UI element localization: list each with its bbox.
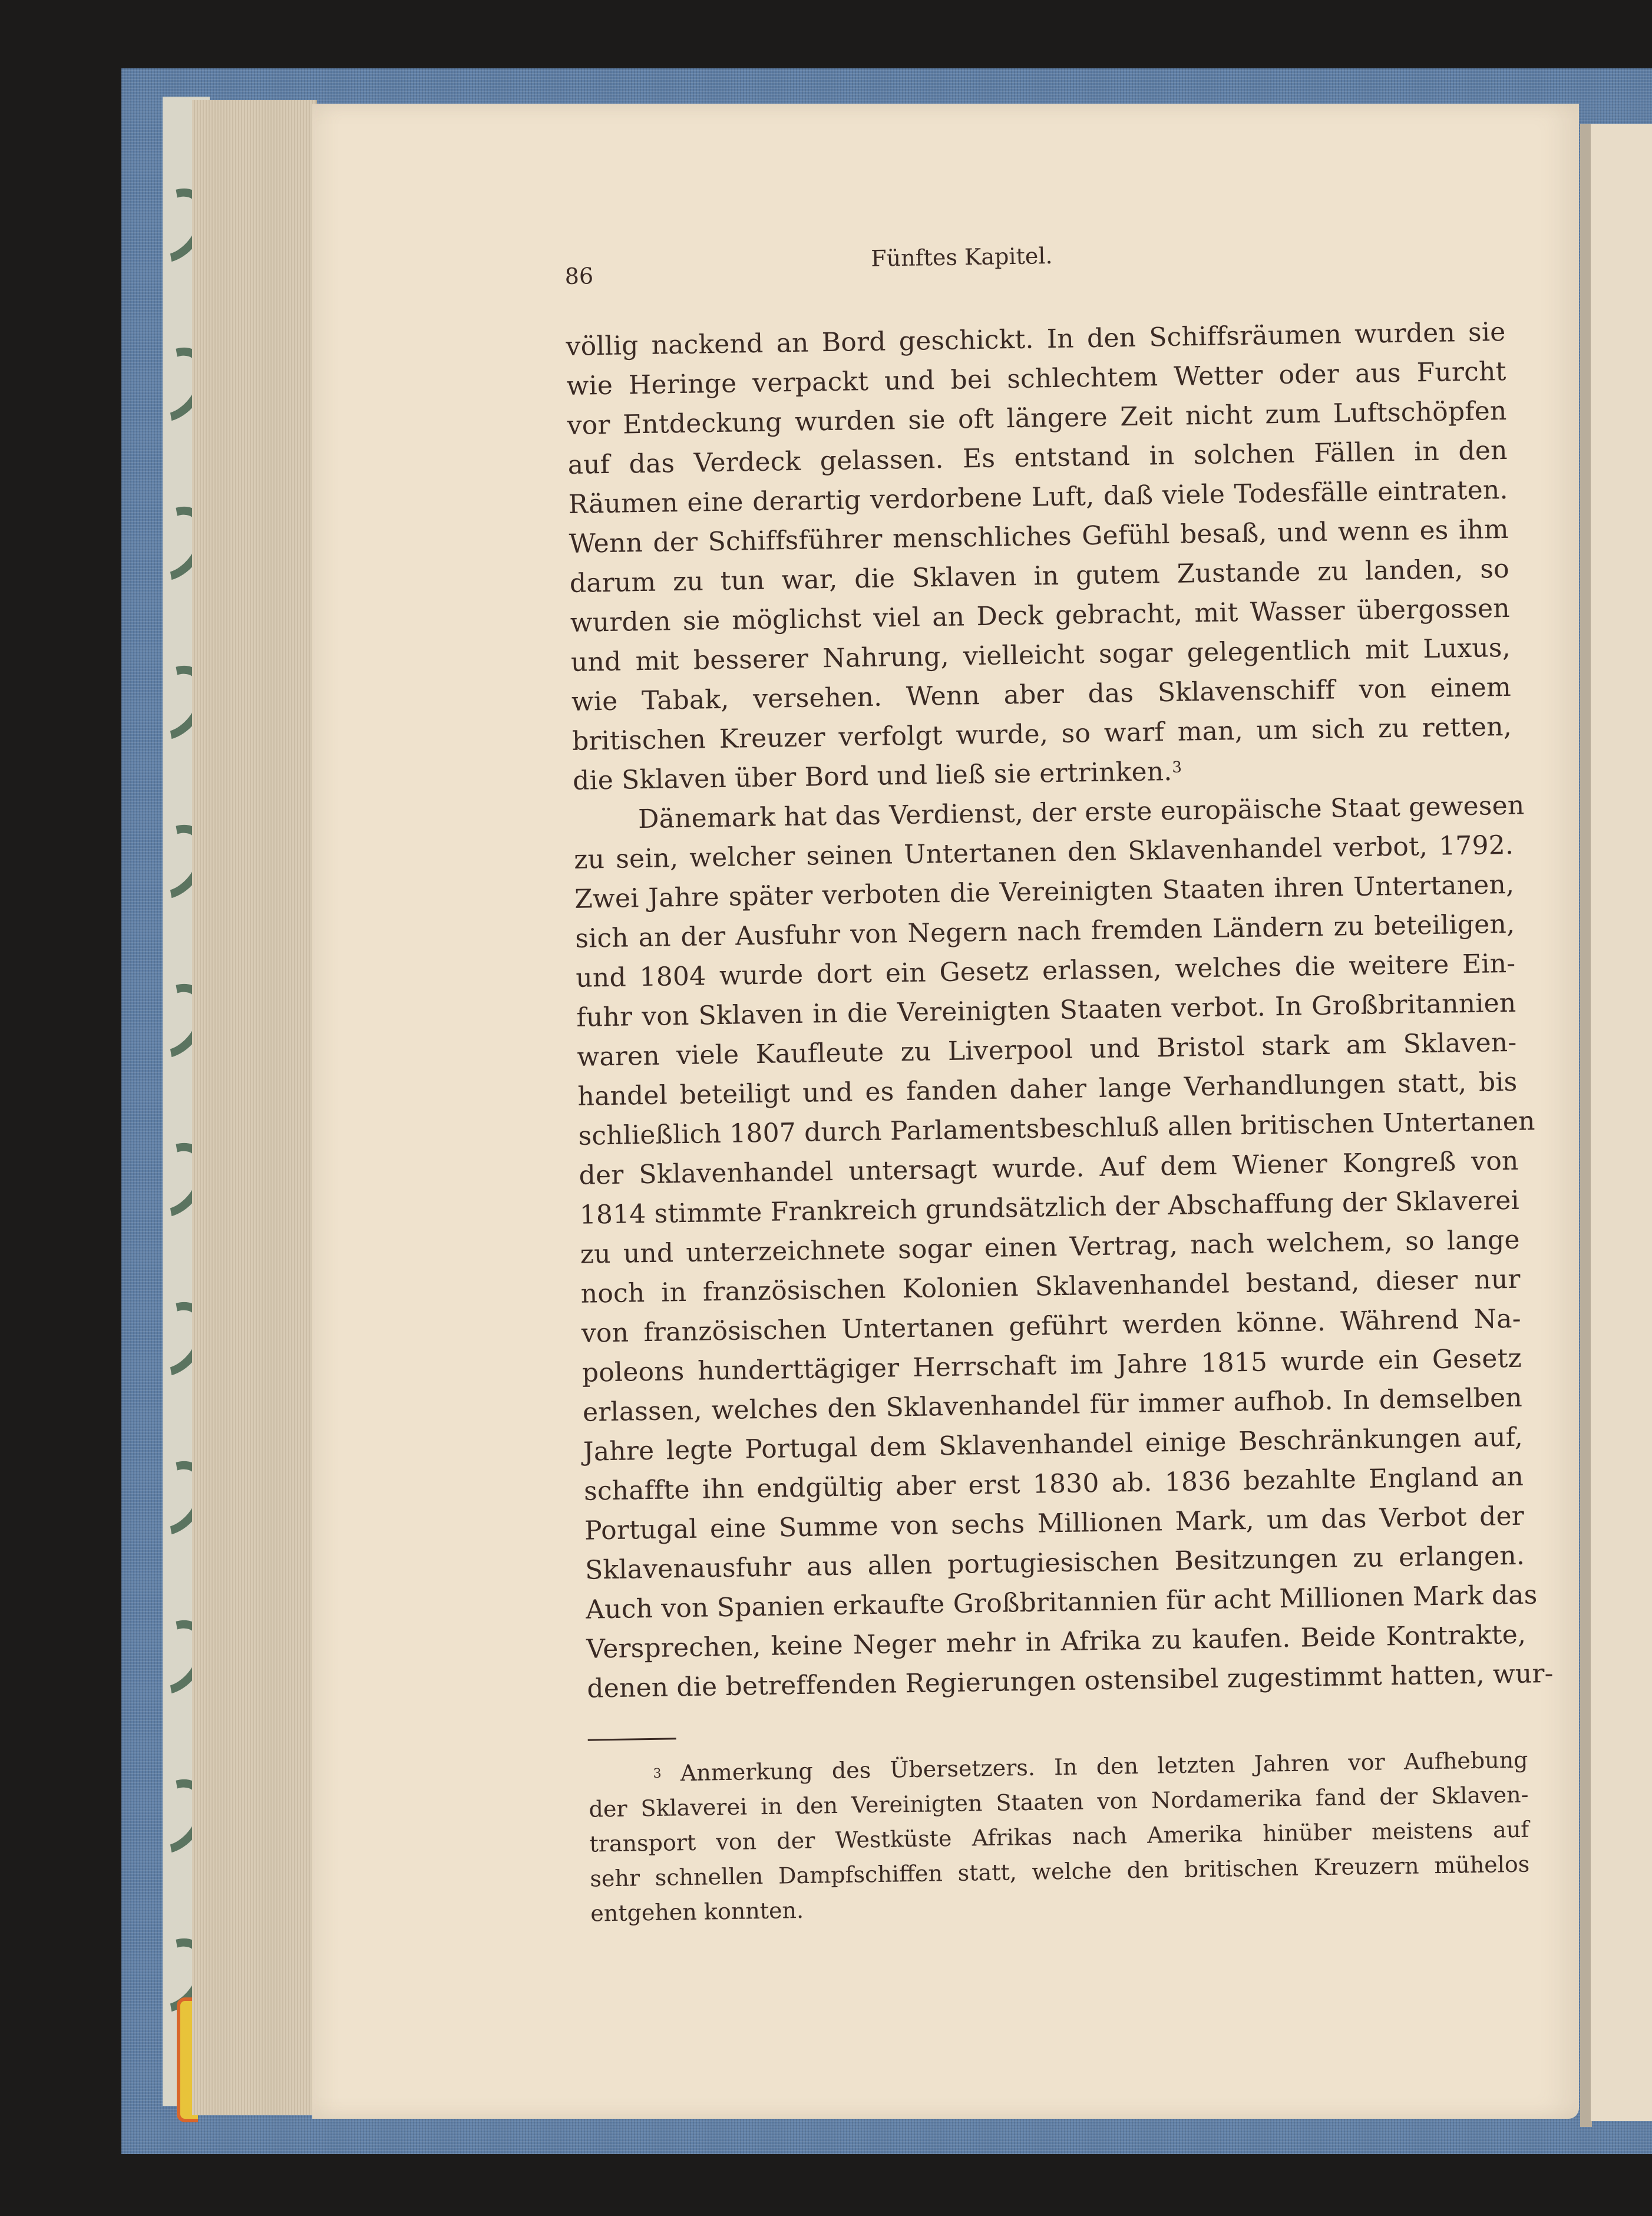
page-edges <box>192 100 317 2115</box>
page-number: 86 <box>564 263 594 289</box>
text-line: wie Tabak, versehen. Wenn aber das Sklavenschiff von einem <box>571 672 1512 717</box>
text-line: Zwei Jahre später verboten die Vereinigten Staaten ihren Untertanen, <box>574 869 1515 914</box>
footnote-text: Anmerkung des Übersetzers. In den letzten Jahren vor Aufhebung <box>680 1746 1528 1786</box>
text-line: noch in französischen Kolonien Sklavenhandel bestand, dieser nur <box>580 1264 1521 1309</box>
text-line: der Sklavenhandel untersagt wurde. Auf dem Wiener Kongreß von <box>579 1145 1519 1191</box>
book-gutter <box>1580 124 1592 2127</box>
text-line: sich an der Ausfuhr von Negern nach fremden Ländern zu beteiligen, <box>574 909 1515 954</box>
footnote-reference[interactable]: 3 <box>1172 758 1182 777</box>
chapter-title: Fünftes Kapitel. <box>870 242 1053 272</box>
text-line: Wenn der Schiffsführer menschliches Gefühl besaß, und wenn es ihm <box>569 514 1509 559</box>
text-line: auf das Verdeck gelassen. Es entstand in solchen Fällen in den <box>567 435 1508 480</box>
text-line: 1814 stimmte Frankreich grundsätzlich der Abschaffung der Sklaverei <box>579 1185 1520 1230</box>
text-line: schaffte ihn endgültig aber erst 1830 ab. 1836 bezahlte England an <box>583 1461 1524 1507</box>
body-text <box>566 312 1554 1709</box>
text-line: Jahre legte Portugal dem Sklavenhandel einige Beschränkungen auf, <box>583 1422 1524 1467</box>
text-line: Räumen eine derartig verdorbene Luft, daß viele Todesfälle eintraten. <box>568 474 1508 520</box>
text-line: und 1804 wurde dort ein Gesetz erlassen, welches die weitere Ein- <box>576 948 1516 993</box>
text-line: Portugal eine Summe von sechs Millionen Mark, um das Verbot der <box>584 1501 1525 1546</box>
text-line: völlig nackend an Bord geschickt. In den Schiffsräumen wurden sie <box>566 316 1506 362</box>
text-line: wurden sie möglichst viel an Deck gebracht, mit Wasser übergossen <box>570 593 1511 638</box>
footnote-line: transport von der Westküste Afrikas nach Amerika hinüber meistens auf <box>589 1816 1529 1857</box>
text-line: von französischen Untertanen geführt werden könne. Während Na- <box>581 1303 1522 1349</box>
text-line: handel beteiligt und es fanden daher lange Verhandlungen statt, bis <box>577 1066 1518 1112</box>
text-line: Sklavenausfuhr aus allen portugiesischen Besitzungen zu erlangen. <box>584 1540 1525 1586</box>
text-line: Versprechen, keine Neger mehr in Afrika zu kaufen. Beide Kontrakte, <box>586 1619 1527 1665</box>
text-line: vor Entdeckung wurden sie oft längere Zeit nicht zum Luftschöpfen <box>567 395 1507 441</box>
text-line: darum zu tun war, die Sklaven in gutem Zustande zu landen, so <box>569 553 1510 599</box>
footnote-divider <box>588 1738 676 1741</box>
text-line-content: die Sklaven über Bord und ließ sie ertrinken. <box>572 756 1172 796</box>
footnote-line: entgehen konnten. <box>590 1897 804 1927</box>
text-line: waren viele Kaufleute zu Liverpool und Bristol stark am Sklaven- <box>577 1027 1517 1072</box>
text-line: wie Heringe verpackt und bei schlechtem Wetter oder aus Furcht <box>566 356 1506 401</box>
paragraph-start-line: Dänemark hat das Verdienst, der erste europäische Staat gewesen <box>637 790 1525 835</box>
footnote-line: der Sklaverei in den Vereinigten Staaten von Nordamerika fand der Sklaven- <box>589 1781 1529 1822</box>
text-line: schließlich 1807 durch Parlamentsbeschluß allen britischen Untertanen <box>578 1106 1535 1151</box>
text-line: denen die betreffenden Regierungen ostensibel zugestimmt hatten, wur- <box>586 1658 1554 1704</box>
footnote <box>588 1743 1530 1931</box>
text-line: fuhr von Sklaven in die Vereinigten Staaten verbot. In Großbritannien <box>576 988 1516 1033</box>
footnote-marker: 3 <box>653 1766 662 1781</box>
page-content <box>564 236 1554 1931</box>
text-line: zu und unterzeichnete sogar einen Vertrag, nach welchem, so lange <box>580 1224 1520 1270</box>
text-line: Auch von Spanien erkaufte Großbritannien für acht Millionen Mark das <box>585 1580 1538 1625</box>
facing-page <box>1591 124 1652 2121</box>
text-line: erlassen, welches den Sklavenhandel für immer aufhob. In demselben <box>582 1382 1523 1428</box>
text-line: britischen Kreuzer verfolgt wurde, so warf man, um sich zu retten, <box>571 711 1512 757</box>
text-line: zu sein, welcher seinen Untertanen den Sklavenhandel verbot, 1792. <box>573 830 1514 875</box>
footnote-line: sehr schnellen Dampfschiffen statt, welche den britischen Kreuzern mühelos <box>590 1851 1530 1892</box>
text-line: und mit besserer Nahrung, vielleicht sogar gelegentlich mit Luxus, <box>570 632 1511 678</box>
text-line: poleons hunderttägiger Herrschaft im Jahre 1815 wurde ein Gesetz <box>581 1343 1522 1388</box>
